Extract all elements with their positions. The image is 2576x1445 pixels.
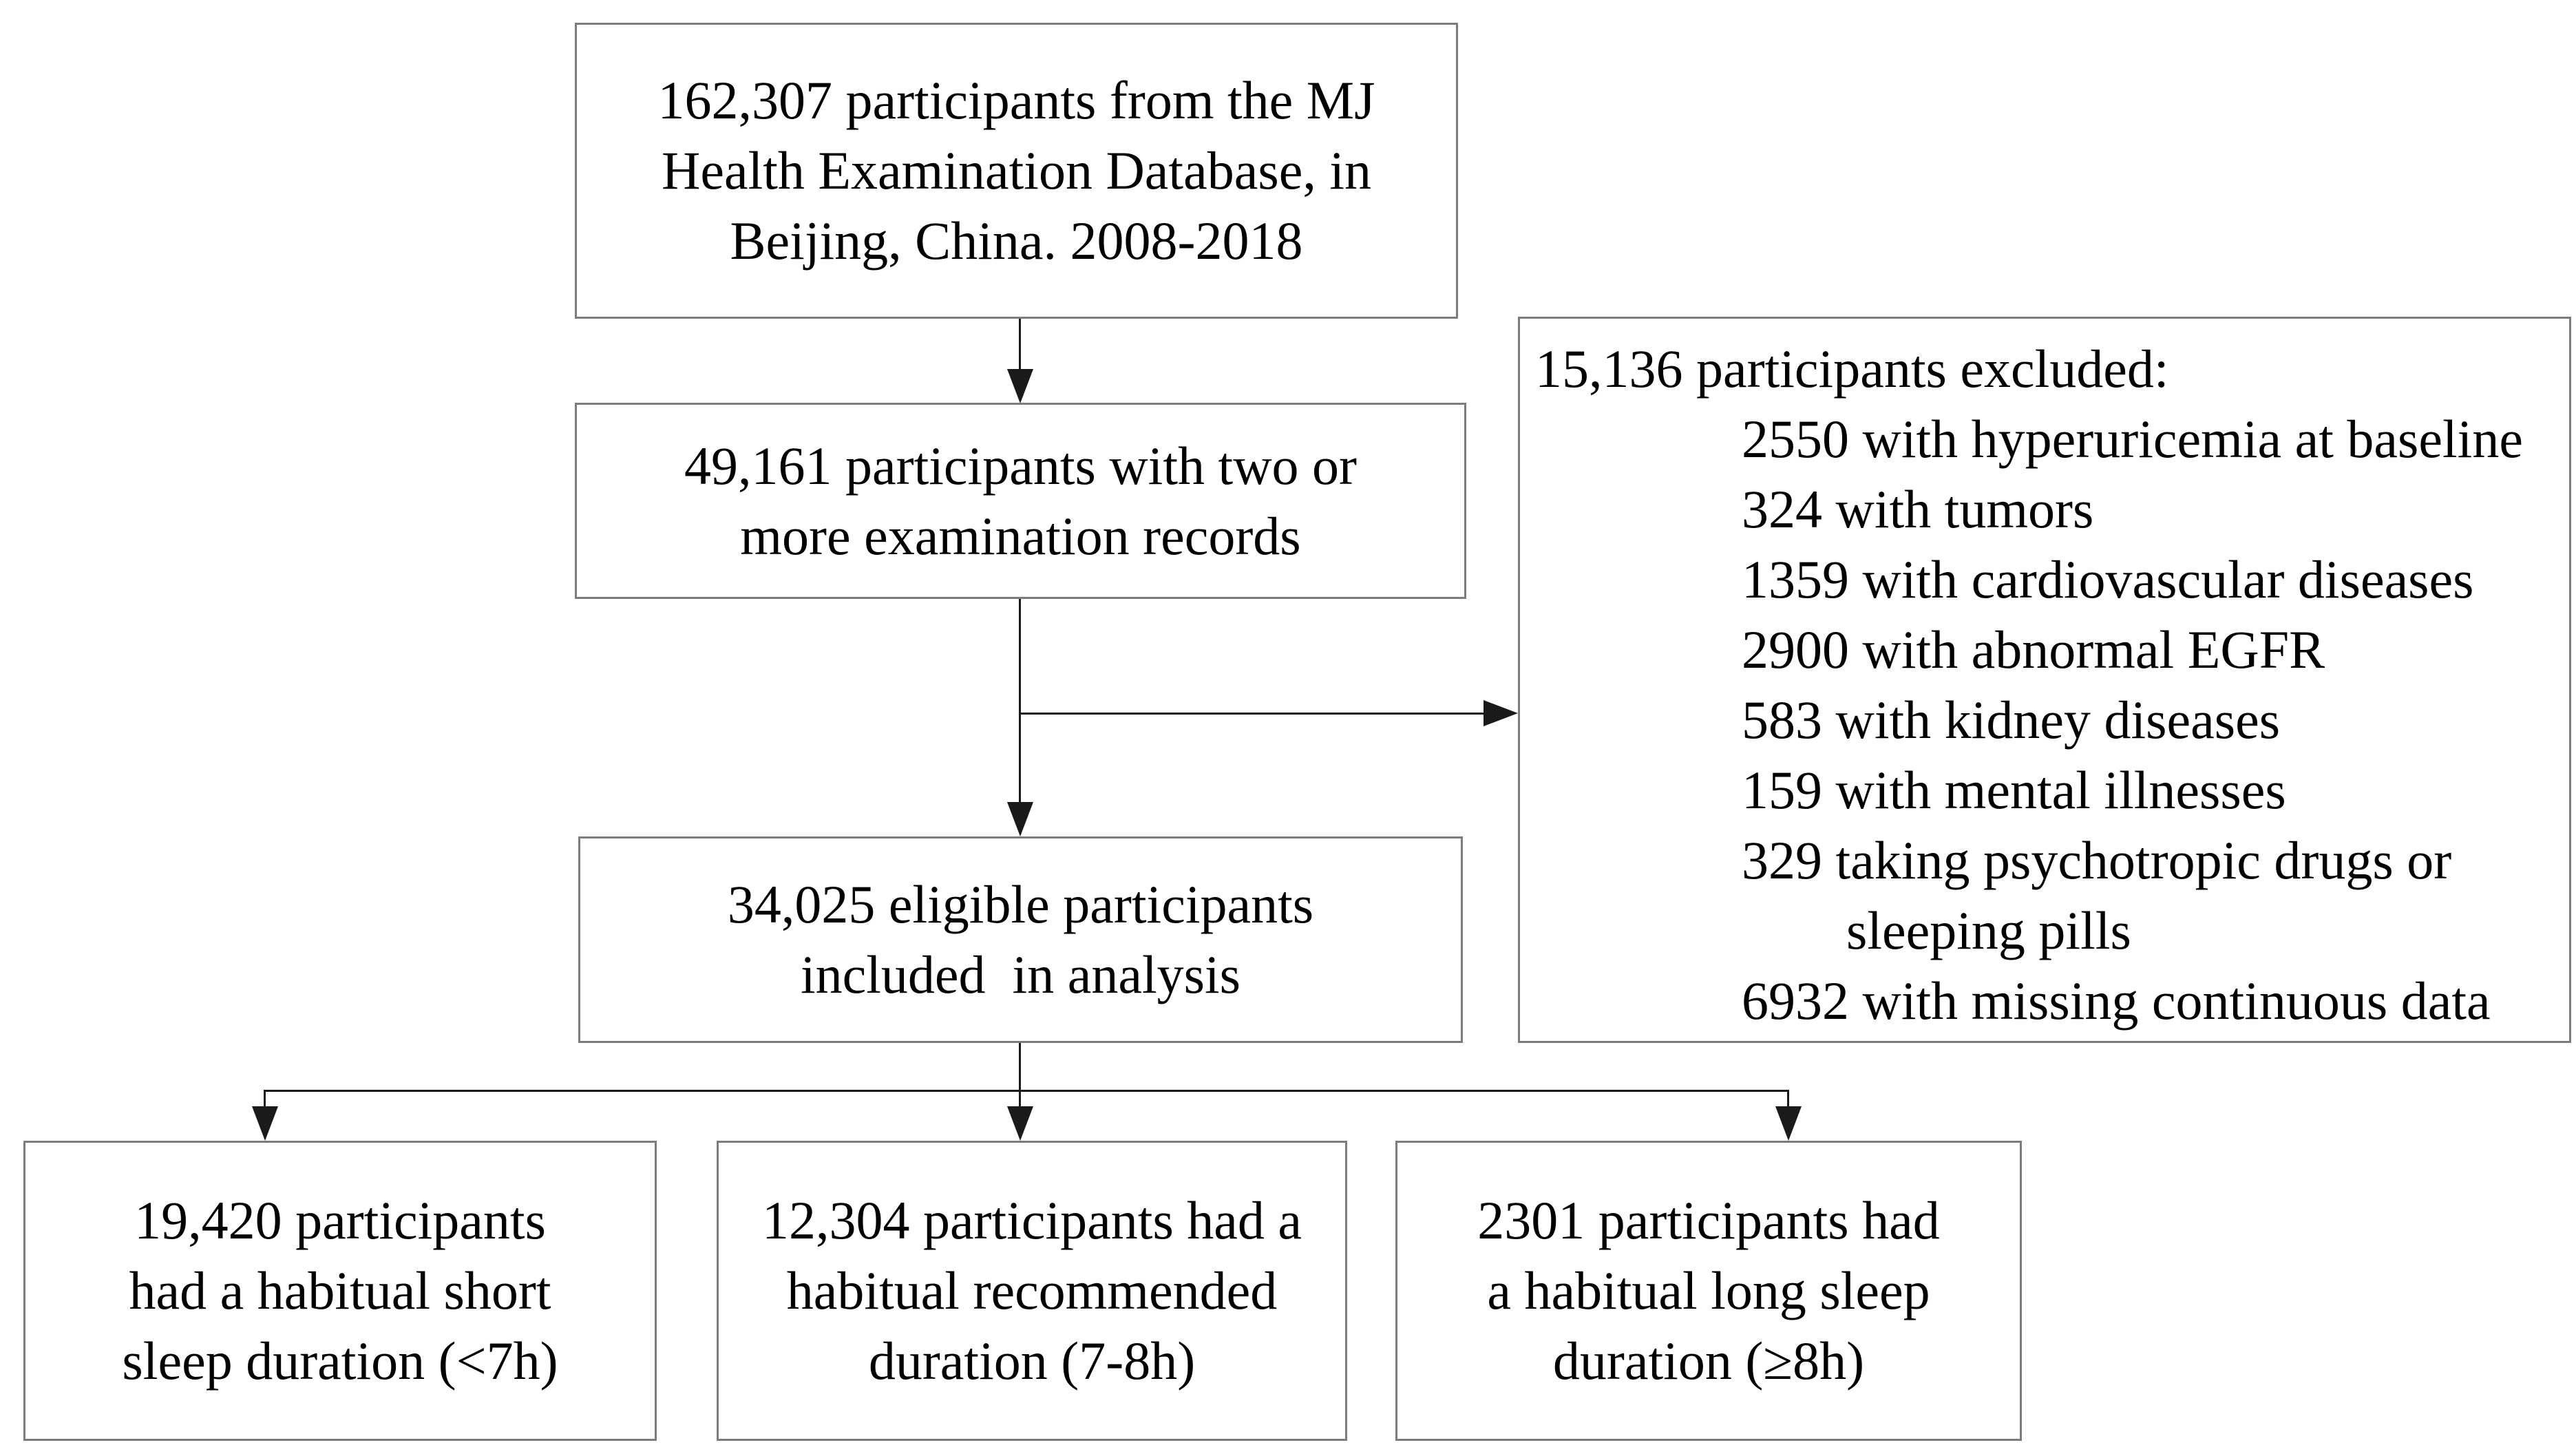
text-line: 162,307 participants from the MJ	[657, 70, 1375, 130]
excluded-item: 324 with tumors	[1742, 479, 2094, 539]
arrowhead-down-recommended-sleep	[1007, 1106, 1033, 1141]
text-line: more examination records	[740, 505, 1301, 566]
text-line: Beijing, China. 2008-2018	[730, 211, 1303, 271]
arrow-line-source-to-records	[1019, 319, 1021, 370]
box-short-sleep	[23, 1141, 657, 1441]
box-source-population	[575, 23, 1458, 319]
text-line: duration (7-8h)	[868, 1331, 1196, 1391]
box-long-sleep	[1395, 1141, 2022, 1441]
excluded-item: 159 with mental illnesses	[1742, 760, 2286, 820]
text-line: duration (≥8h)	[1552, 1331, 1865, 1391]
excluded-item: 2550 with hyperuricemia at baseline	[1742, 409, 2523, 469]
arrow-line-records-to-eligible	[1019, 599, 1021, 803]
excluded-item: 6932 with missing continuous data	[1742, 971, 2491, 1031]
text-line: 49,161 participants with two or	[684, 435, 1358, 496]
text-line: Health Examination Database, in	[662, 140, 1371, 200]
box-eligible	[578, 836, 1463, 1043]
arrowhead-down-records	[1007, 369, 1033, 403]
text-line: included in analysis	[800, 945, 1241, 1004]
split-line	[265, 1090, 1789, 1092]
arrow-line-eligible-to-split	[1019, 1043, 1021, 1110]
arrowhead-right-excluded	[1484, 700, 1518, 726]
excluded-items-list	[1742, 404, 2523, 1036]
text-line: habitual recommended	[786, 1261, 1278, 1320]
text-line: sleep duration (<7h)	[122, 1331, 558, 1391]
box-two-or-more-records	[575, 403, 1466, 599]
text-line: 19,420 participants	[134, 1190, 546, 1250]
excluded-item: 583 with kidney diseases	[1742, 690, 2281, 750]
arrowhead-down-eligible	[1007, 802, 1033, 836]
arrowhead-down-long-sleep	[1775, 1106, 1802, 1141]
excluded-item: 2900 with abnormal EGFR	[1742, 620, 2325, 679]
text-line: 12,304 participants had a	[761, 1190, 1302, 1250]
excluded-title: 15,136 participants excluded:	[1535, 339, 2169, 399]
arrowhead-down-short-sleep	[252, 1106, 278, 1141]
box-excluded	[1518, 317, 2571, 1043]
text-line: 2301 participants had	[1477, 1190, 1940, 1250]
text-line: a habitual long sleep	[1487, 1261, 1930, 1320]
text-line: 34,025 eligible participants	[727, 874, 1314, 934]
arrow-line-branch-excluded	[1020, 713, 1484, 715]
excluded-item: 1359 with cardiovascular diseases	[1742, 549, 2474, 609]
excluded-item-wrap: sleeping pills	[1846, 900, 2131, 960]
text-line: had a habitual short	[129, 1261, 551, 1320]
excluded-item: 329 taking psychotropic drugs or	[1742, 830, 2452, 890]
box-recommended-sleep	[717, 1141, 1347, 1441]
